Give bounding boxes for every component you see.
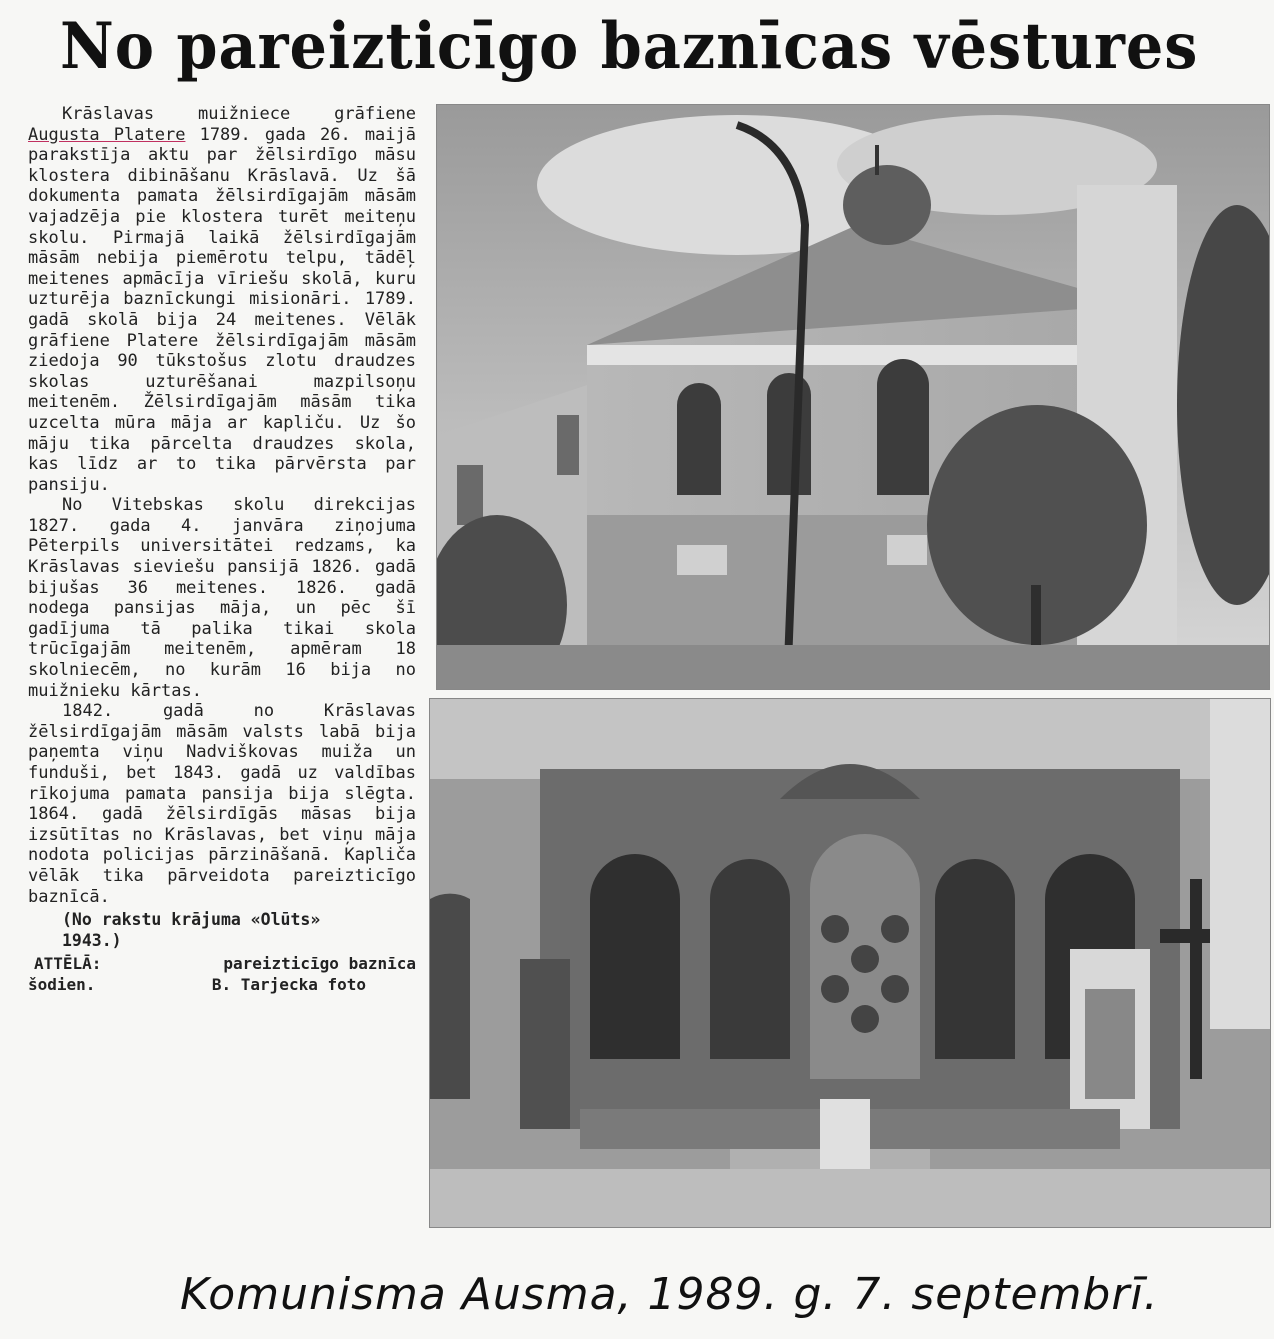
- source-line-2: 1943.): [62, 931, 122, 951]
- caption-label: ATTĒLĀ:: [34, 954, 102, 974]
- caption-row-2: [28, 974, 416, 995]
- handwritten-source-note: Komunisma Ausma, 1989. g. 7. septembrī.: [180, 1269, 1159, 1320]
- source-line-1: (No rakstu krājuma «Olūts»: [62, 910, 321, 930]
- article-paragraph-1: [28, 104, 416, 495]
- article-paragraph-2: No Vitebskas skolu direkcijas 1827. gada 4. janvāra ziņojuma Pēterpils universitātei redzams, ka Krāslavas sieviešu pansijā 1826. gadā bijušas 36 meitenes. 1826. gadā nodega pansijas māja, un pēc šī gadījuma tā palika tikai skola trūcīgajām meitenēm, apmēram 18 skolniecēm, no kurām 16 bija no muižnieku kārtas.: [28, 495, 416, 701]
- iconostasis-image: [430, 699, 1270, 1227]
- caption-row-1: [28, 953, 416, 974]
- church-exterior-image: [437, 105, 1269, 689]
- caption-text: pareizticīgo baznīca: [223, 954, 416, 974]
- author-name: Augusta Platere: [28, 124, 186, 145]
- article-column: [28, 104, 416, 995]
- caption-today: šodien.: [28, 975, 96, 995]
- source-note: [28, 909, 416, 951]
- article-paragraph-3: 1842. gadā no Krāslavas žēlsirdīgajām māsām valsts labā bija paņemta viņu Nadviškovas muiža un funduši, bet 1843. gadā uz valdības rīkojuma pamata pansija bija slēgta. 1864. gadā žēlsirdīgās māsas bija izsūtītas no Krāslavas, bet viņu māja nodota policijas pārzināšanā. Kapliča vēlāk tika pārveidota pareizticīgo baznīcā.: [28, 701, 416, 907]
- church-exterior-photo: [436, 104, 1270, 690]
- article-intro: Krāslavas muižniece grāfiene: [62, 104, 416, 124]
- photo-credit: B. Tarjecka foto: [211, 975, 366, 995]
- headline: No pareizticīgo baznīcas vēstures: [60, 9, 1199, 84]
- article-paragraph-1-rest: 1789. gada 26. maijā parakstīja aktu par žēlsirdīgo māsu klostera dibināšanu Krāslavā. Uz šā dokumenta pamata žēlsirdīgajām māsām vajadzēja pie klostera turēt meiteņu skolu. Pirmajā laikā žēlsirdīgajām māsām nebija piemērotu telpu, tādēļ meitenes apmācīja vīriešu skolā, kuru uzturēja baznīckungi misionāri. 1789. gadā skolā bija 24 meitenes. Vēlāk grāfiene Platere žēlsirdīgajām māsām ziedoja 90 tūkstošus zlotu draudzes skolas uzturēšanai mazpilsoņu meitenēm. Žēlsirdīgajām māsām tika uzcelta mūra māja ar kapliču. Uz šo māju tika pārcelta draudzes skola, kas līdz ar to tika pārvērsta par pansiju.: [28, 124, 416, 495]
- iconostasis-photo: [429, 698, 1271, 1228]
- photo-caption: [28, 953, 416, 995]
